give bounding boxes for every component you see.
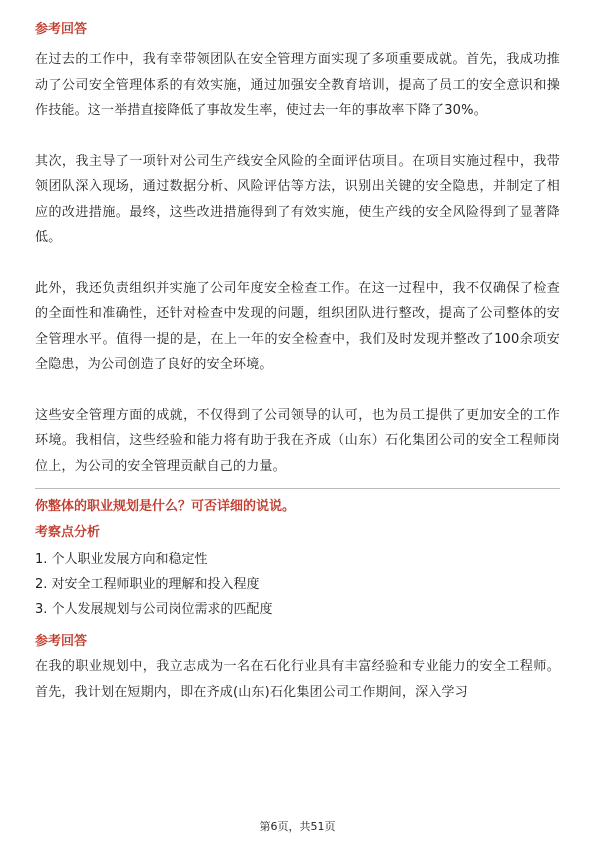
analysis-item: 2. 对安全工程师职业的理解和投入程度	[35, 577, 260, 592]
analysis-item: 1. 个人职业发展方向和稳定性	[35, 552, 208, 567]
page-number: 第6页，共51页	[259, 820, 336, 833]
analysis-heading: 考察点分析	[35, 525, 101, 540]
section-divider	[35, 488, 560, 489]
analysis-item: 3. 个人发展规划与公司岗位需求的匹配度	[35, 602, 273, 617]
answer-paragraph: 此外，我还负责组织并实施了公司年度安全检查工作。在这一过程中，我不仅确保了检查的全面性和准确性，还针对检查中发现的问题，组织团队进行整改，提高了公司整体的安全管理水平。值得一提的是，在上一年的安全检查中，我们及时发现并整改了100余项安全隐患，为公司创造了良好的安全环境。	[35, 280, 560, 372]
answer-paragraph: 在过去的工作中，我有幸带领团队在安全管理方面实现了多项重要成就。首先，我成功推动了公司安全管理体系的有效实施，通过加强安全教育培训，提高了员工的安全意识和操作技能。这一举措直接降低了事故发生率，使过去一年的事故率下降了30%。	[35, 52, 560, 118]
answer-paragraph: 在我的职业规划中，我立志成为一名在石化行业具有丰富经验和专业能力的安全工程师。首先，我计划在短期内，即在齐成(山东)石化集团公司工作期间，深入学习	[35, 659, 560, 700]
answer-heading: 参考回答	[35, 22, 88, 37]
answer-heading: 参考回答	[35, 634, 88, 649]
answer-paragraph: 这些安全管理方面的成就，不仅得到了公司领导的认可，也为员工提供了更加安全的工作环境。我相信，这些经验和能力将有助于我在齐成（山东）石化集团公司的安全工程师岗位上，为公司的安全管理贡献自己的力量。	[35, 407, 560, 474]
document-page	[35, 20, 560, 705]
answer-paragraph: 其次，我主导了一项针对公司生产线安全风险的全面评估项目。在项目实施过程中，我带领团队深入现场，通过数据分析、风险评估等方法，识别出关键的安全隐患，并制定了相应的改进措施。最终，这些改进措施得到了有效实施，使生产线的安全风险得到了显著降低。	[35, 153, 560, 245]
question-title: 你整体的职业规划是什么？可否详细的说说。	[35, 499, 296, 514]
